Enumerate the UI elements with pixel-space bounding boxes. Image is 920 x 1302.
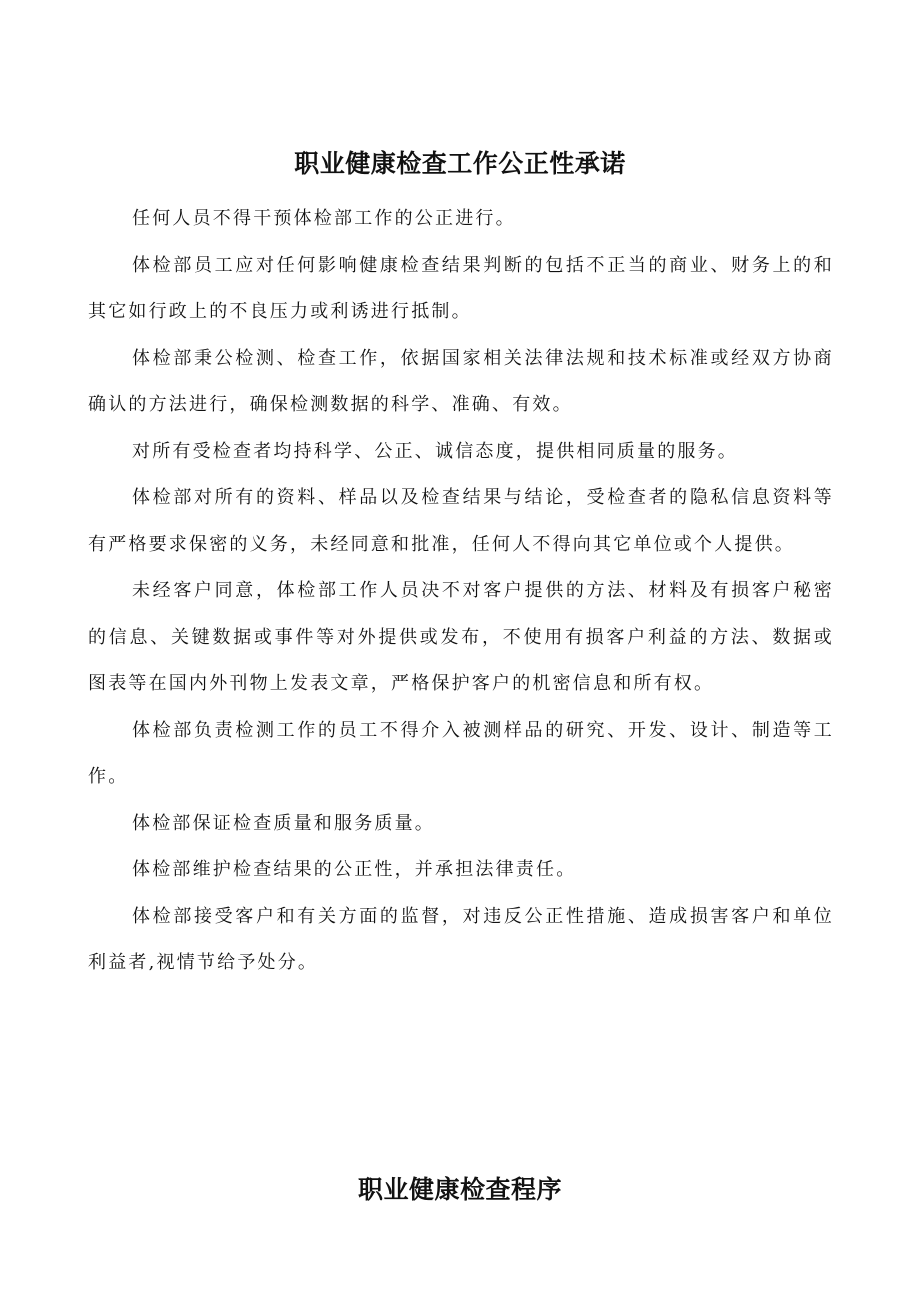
- paragraph-8: 体检部保证检查质量和服务质量。: [132, 812, 435, 834]
- commitment-body: [88, 196, 834, 987]
- document-title: 职业健康检查工作公正性承诺: [294, 149, 626, 178]
- paragraph-1: 任何人员不得干预体检部工作的公正进行。: [132, 208, 516, 229]
- paragraph-2: 体检部员工应对任何影响健康检查结果判断的包括不正当的商业、财务上的和其它如行政上的不良压力或利诱进行抵制。: [88, 254, 834, 322]
- paragraph-9: 体检部维护检查结果的公正性，并承担法律责任。: [132, 859, 577, 880]
- paragraph-3: 体检部秉公检测、检查工作，依据国家相关法律法规和技术标准或经双方协商确认的方法进行，确保检测数据的科学、准确、有效。: [88, 347, 834, 415]
- paragraph-7: 体检部负责检测工作的员工不得介入被测样品的研究、开发、设计、制造等工作。: [88, 719, 834, 787]
- section-title-procedure: 职业健康检查程序: [357, 1175, 562, 1204]
- paragraph-4: 对所有受检查者均持科学、公正、诚信态度，提供相同质量的服务。: [132, 440, 738, 462]
- paragraph-5: 体检部对所有的资料、样品以及检查结果与结论，受检查者的隐私信息资料等有严格要求保密的义务，未经同意和批准，任何人不得向其它单位或个人提供。: [88, 487, 834, 555]
- paragraph-10: 体检部接受客户和有关方面的监督，对违反公正性措施、造成损害客户和单位利益者,视情节给予处分。: [88, 905, 834, 973]
- paragraph-6: 未经客户同意，体检部工作人员决不对客户提供的方法、材料及有损客户秘密的信息、关键数据或事件等对外提供或发布，不使用有损客户利益的方法、数据或图表等在国内外刊物上发表文章，严格保护客户的机密信息和所有权。: [88, 580, 834, 694]
